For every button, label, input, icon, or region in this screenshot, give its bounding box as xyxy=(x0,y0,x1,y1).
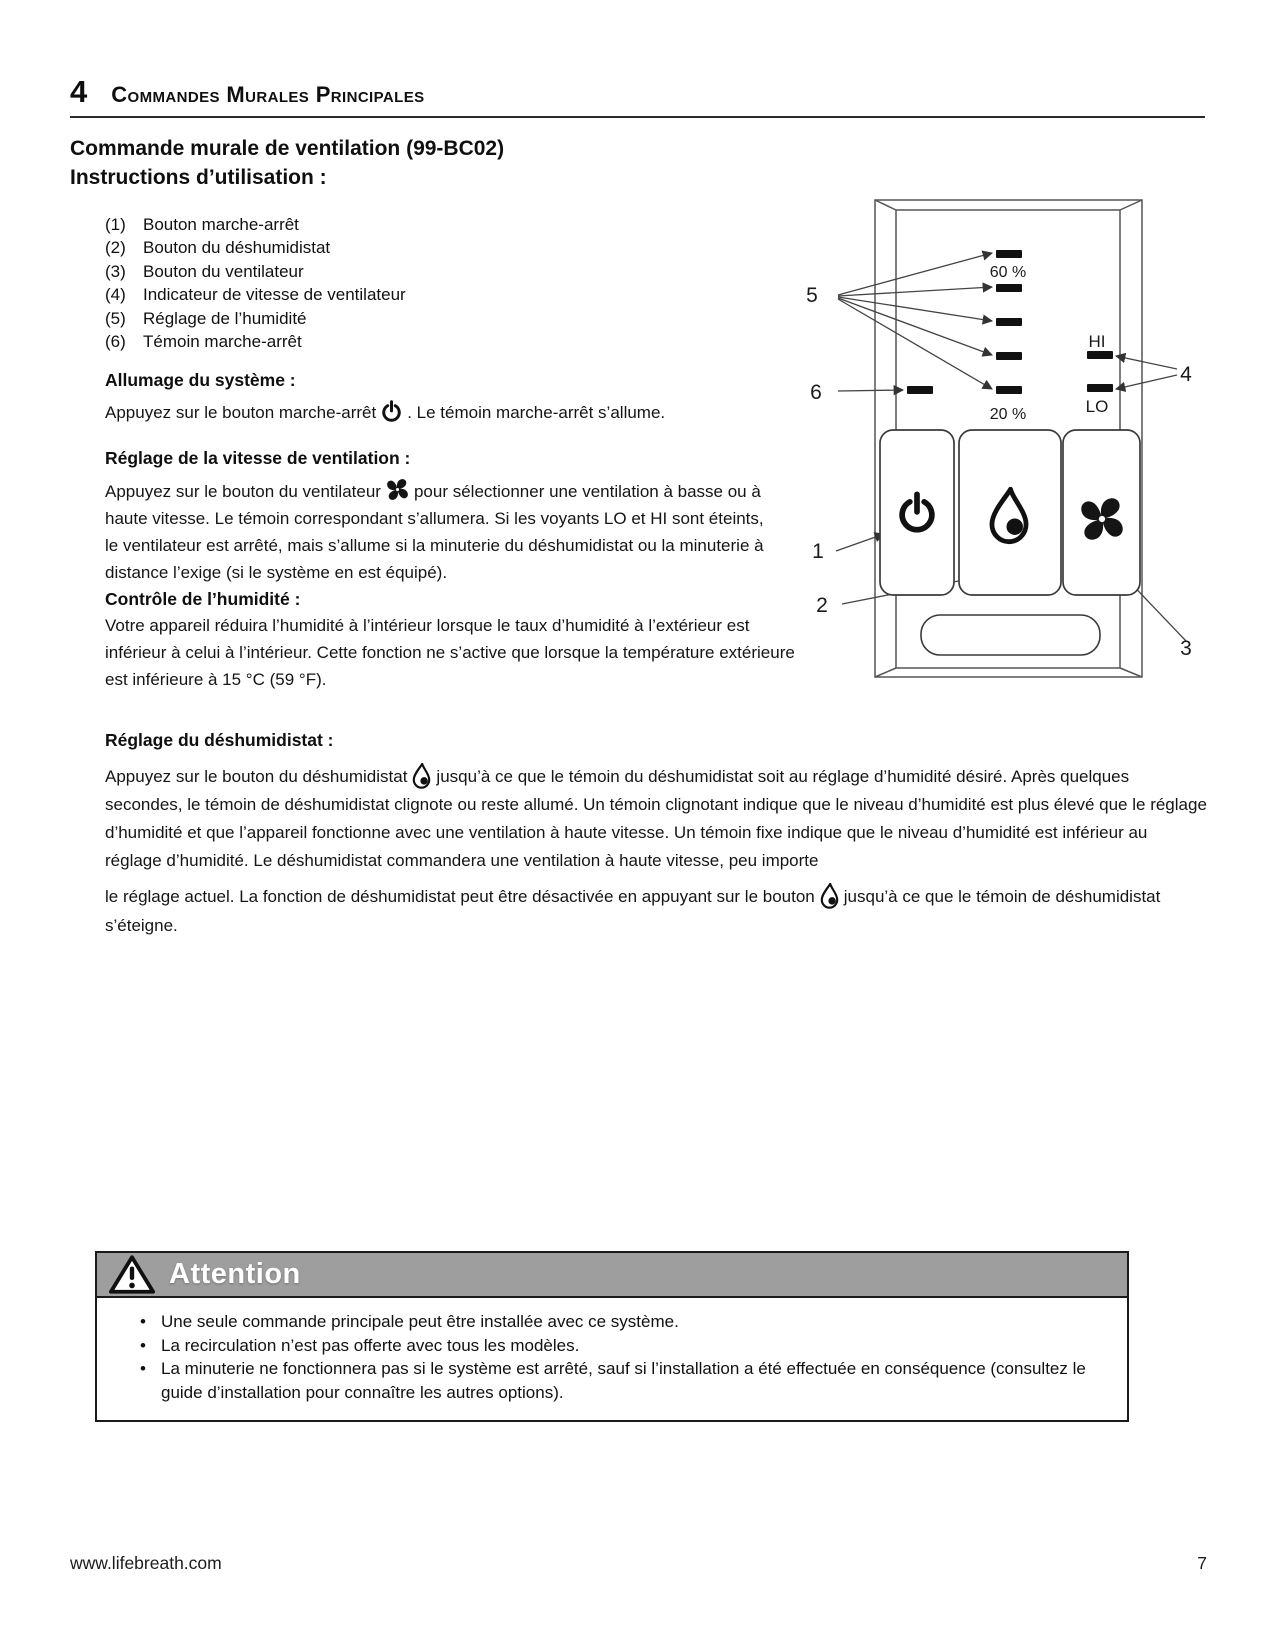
fan-icon xyxy=(385,477,410,502)
section-heading-allumage: Allumage du système : xyxy=(105,370,296,390)
paragraph-text: jusqu’à ce que le témoin du déshumidistat soit au réglage d’humidité désiré. Après quelques secondes, le témoin de déshumidistat clignote ou reste allumé. Un témoin clignotant indique que le niveau d’humidité est plus élevé que le réglage d’humidité et que l’appareil fonctionne avec une ventilation à haute vitesse. Un témoin fixe indique que le niveau d’humidité est inférieur au réglage d’humidité. Le déshumidistat commandera une ventilation à haute vitesse, peu importe xyxy=(105,767,1207,870)
callout-4: 4 xyxy=(1180,363,1192,386)
list-item xyxy=(105,236,406,259)
label-hi: HI xyxy=(1088,332,1106,351)
legend-label: Bouton marche-arrêt xyxy=(143,215,299,234)
humidity-led-4 xyxy=(996,352,1022,360)
label-20-percent: 20 % xyxy=(989,406,1027,423)
section-heading-deshumidistat: Réglage du déshumidistat : xyxy=(105,730,334,750)
callout-5: 5 xyxy=(806,284,818,307)
legend-number: (6) xyxy=(105,332,126,352)
paragraph-text: le réglage actuel. La fonction de déshumidistat peut être désactivée en appuyant sur le bouton xyxy=(105,887,815,906)
legend-label: Bouton du ventilateur xyxy=(143,261,304,281)
section-paragraph-deshumidistat-1 xyxy=(105,763,1207,875)
power-indicator-led xyxy=(907,386,933,394)
bullet-text: La minuterie ne fonctionnera pas si le système est arrêté, sauf si l’installation a été effectuée en conséquence (consultez le guide d’installation pour connaître les autres options). xyxy=(161,1359,1086,1402)
dehumidistat-droplet-icon xyxy=(411,763,432,789)
chapter-title: Commandes Murales Principales xyxy=(111,82,425,107)
attention-title: Attention xyxy=(169,1258,301,1290)
bullet-icon xyxy=(125,1310,161,1334)
legend-label: Bouton du déshumidistat xyxy=(143,238,331,258)
section-paragraph-deshumidistat-2 xyxy=(105,882,1207,940)
fan-speed-led-lo xyxy=(1087,384,1113,392)
callout-2: 2 xyxy=(816,594,828,617)
dehumidistat-button xyxy=(959,430,1061,595)
section-heading-humidite: Contrôle de l’humidité : xyxy=(105,589,301,609)
legend-label: Réglage de l’humidité xyxy=(143,308,307,328)
callout-6: 6 xyxy=(810,381,822,404)
attention-box xyxy=(95,1251,1129,1422)
humidity-led-3 xyxy=(996,318,1022,326)
list-item xyxy=(105,330,406,353)
list-item xyxy=(105,283,406,306)
parts-legend xyxy=(105,213,406,353)
chapter-number: 4 xyxy=(70,74,88,109)
section-heading-vitesse: Réglage de la vitesse de ventilation : xyxy=(105,448,411,468)
paragraph-text: Appuyez sur le bouton du déshumidistat xyxy=(105,767,408,786)
bullet-icon xyxy=(125,1334,161,1358)
legend-number: (2) xyxy=(105,238,126,258)
callout-1: 1 xyxy=(812,540,824,563)
bullet-text: Une seule commande principale peut être installée avec ce système. xyxy=(161,1312,679,1331)
warning-icon xyxy=(109,1254,155,1295)
humidity-led-60 xyxy=(996,250,1022,258)
paragraph-text: Appuyez sur le bouton marche-arrêt xyxy=(105,403,377,422)
document-title-line2: Instructions d’utilisation : xyxy=(70,166,327,189)
wall-control-diagram xyxy=(770,180,1210,680)
list-item xyxy=(105,213,406,236)
bullet-icon xyxy=(125,1357,161,1404)
fan-speed-led-hi xyxy=(1087,351,1113,359)
section-paragraph-humidite: Votre appareil réduira l’humidité à l’intérieur lorsque le taux d’humidité à l’extérieur est inférieur à celui à l’intérieur. Cette fonction ne s’active que lorsque la température extérieure est inférieure à 15 °C (59 °F). xyxy=(105,616,795,689)
legend-number: (3) xyxy=(105,261,126,281)
chapter-header xyxy=(70,74,425,110)
document-title xyxy=(70,134,504,192)
callout-3: 3 xyxy=(1180,637,1192,660)
legend-number: (1) xyxy=(105,215,126,234)
footer-page-number: 7 xyxy=(1197,1553,1207,1573)
legend-number: (5) xyxy=(105,308,126,328)
legend-label: Témoin marche-arrêt xyxy=(143,332,302,352)
paragraph-text: pour sélectionner une ventilation à basse ou à haute vitesse. Le témoin correspondant s’allumera. Si les voyants LO et HI sont éteints, le ventilateur est arrêté, mais s’allume si la minuterie du déshumidistat ou la minuterie à distance l’exige (si le système en est équipé). xyxy=(105,482,764,582)
legend-number: (4) xyxy=(105,285,126,305)
paragraph-text: Appuyez sur le bouton du ventilateur xyxy=(105,482,381,501)
header-rule xyxy=(70,116,1205,118)
paragraph-text: . Le témoin marche-arrêt s’allume. xyxy=(407,403,666,422)
humidity-led-2 xyxy=(996,284,1022,292)
dehumidistat-droplet-icon xyxy=(819,883,840,909)
nameplate-slot xyxy=(921,615,1100,655)
list-item xyxy=(105,307,406,330)
legend-label: Indicateur de vitesse de ventilateur xyxy=(143,285,406,305)
attention-header xyxy=(97,1253,1127,1298)
list-item xyxy=(125,1334,1107,1358)
section-paragraph-allumage xyxy=(105,398,805,428)
document-title-line1: Commande murale de ventilation (99-BC02) xyxy=(70,137,505,160)
footer-website: www.lifebreath.com xyxy=(70,1553,222,1573)
humidity-led-20 xyxy=(996,386,1022,394)
list-item xyxy=(125,1357,1107,1404)
power-icon xyxy=(380,400,403,423)
paragraph-text: jusqu’à ce que le témoin de déshumidistat s’éteigne. xyxy=(105,887,1161,935)
section-paragraph-vitesse xyxy=(105,477,781,586)
label-lo: LO xyxy=(1085,397,1109,416)
attention-bullet-list xyxy=(97,1298,1127,1420)
label-60-percent: 60 % xyxy=(989,264,1027,281)
list-item xyxy=(125,1310,1107,1334)
bullet-text: La recirculation n’est pas offerte avec tous les modèles. xyxy=(161,1335,580,1355)
list-item xyxy=(105,260,406,283)
